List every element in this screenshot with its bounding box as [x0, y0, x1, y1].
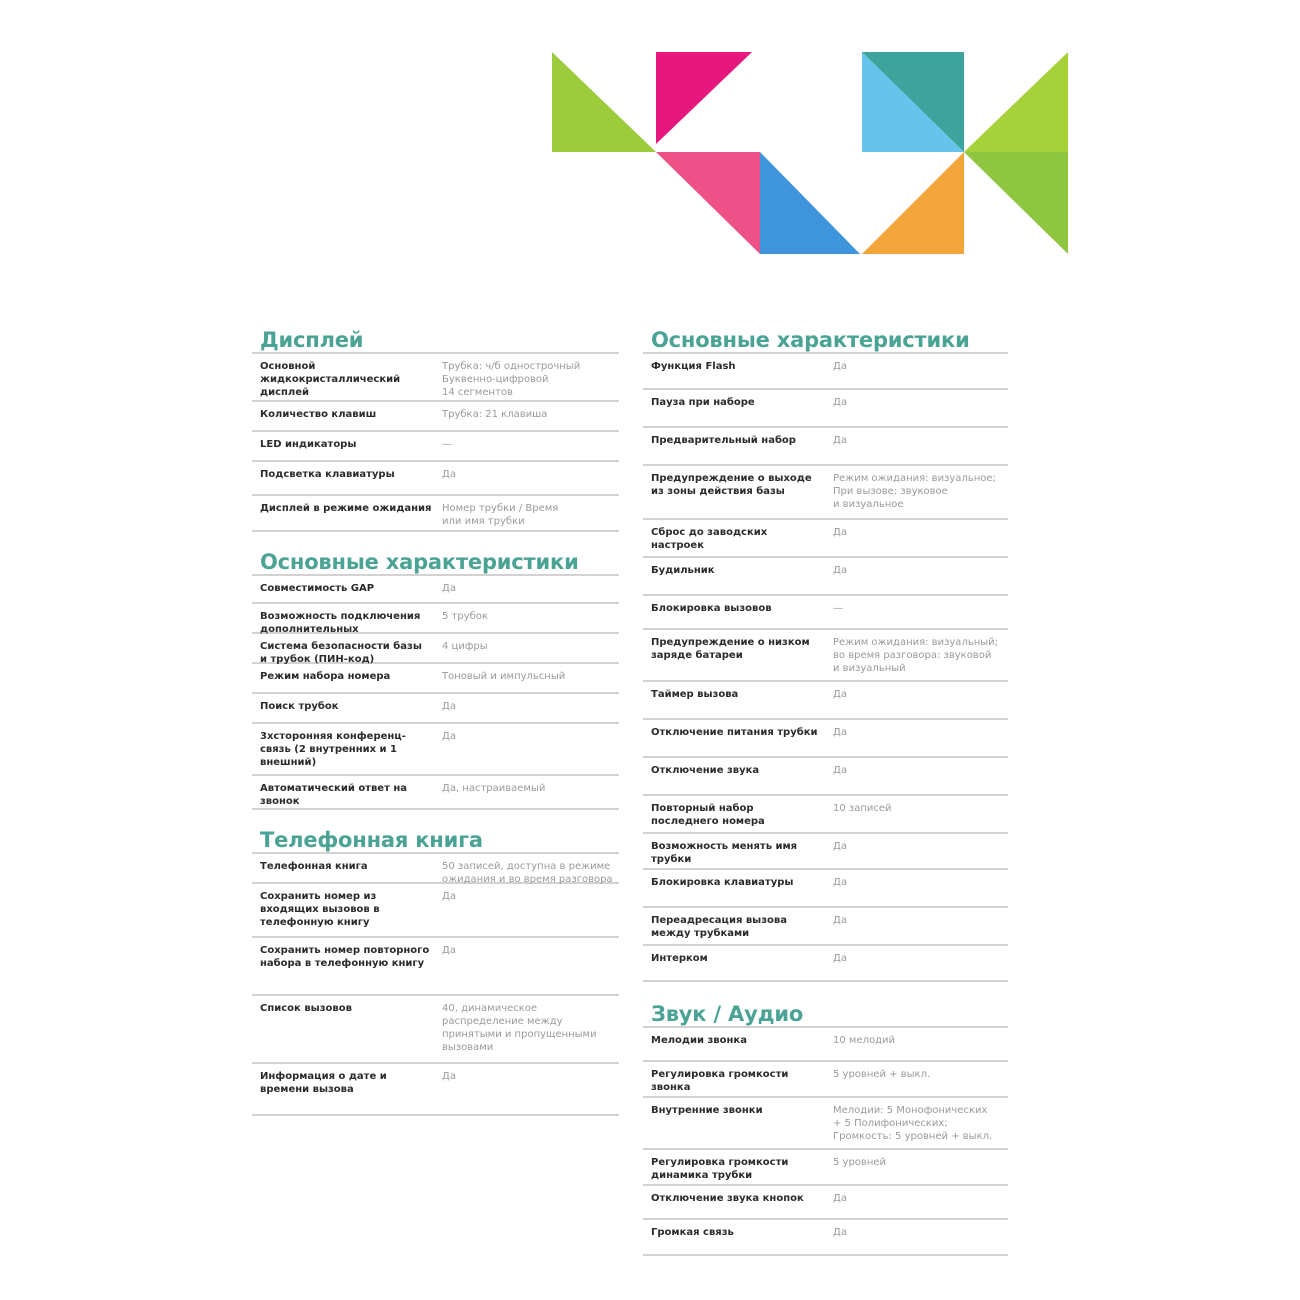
spec-label: Регулировка громкости звонка [651, 1069, 789, 1093]
spec-value: Да [442, 583, 456, 594]
spec-row [252, 996, 619, 1064]
spec-label: Система безопасности базы и трубок (ПИН-код) [260, 641, 422, 665]
spec-value: Да [833, 727, 847, 738]
spec-value: — [442, 439, 452, 450]
spec-label: Таймер вызова [651, 689, 739, 700]
spec-label: Совместимость GAP [260, 583, 375, 594]
spec-label: Функция Flash [651, 361, 736, 372]
spec-value: Да [833, 841, 847, 852]
spec-row [252, 724, 619, 776]
spec-row [643, 796, 1008, 834]
logo-triangle-green-top [964, 52, 1068, 152]
spec-label: Предварительный набор [651, 435, 796, 446]
brand-logo-triangles [552, 52, 1068, 254]
spec-label: Возможность подключения дополнительных [260, 611, 421, 635]
spec-label: Сохранить номер повторного набора в телефонную книгу [260, 945, 430, 969]
spec-label: Информация о дате и времени вызова [260, 1071, 387, 1095]
section-title: Основные характеристики [651, 328, 970, 352]
spec-label: Возможность менять имя трубки [651, 841, 798, 865]
spec-label: Отключение питания трубки [651, 727, 818, 738]
spec-label: Количество клавиш [260, 409, 377, 420]
spec-label: Дисплей в режиме ожидания [260, 503, 432, 514]
spec-label: Телефонная книга [260, 861, 368, 872]
spec-row [252, 352, 619, 402]
spec-section [252, 826, 619, 1116]
right-column [643, 326, 1008, 1256]
spec-value: — [833, 603, 843, 614]
spec-row [643, 428, 1008, 466]
spec-value: Да [442, 1071, 456, 1082]
spec-value: Режим ожидания: визуальное; При вызове: звуковое и визуальное [833, 473, 996, 510]
spec-row [643, 520, 1008, 558]
spec-value: 10 мелодий [833, 1035, 896, 1046]
spec-label: Отключение звука [651, 765, 760, 776]
spec-label: Повторный набор последнего номера [651, 803, 765, 827]
spec-label: Громкая связь [651, 1227, 734, 1238]
spec-row [252, 496, 619, 532]
spec-value: 4 цифры [442, 641, 488, 652]
spec-row [643, 466, 1008, 520]
section-title: Телефонная книга [260, 828, 483, 852]
spec-row [643, 630, 1008, 682]
spec-value: Да [833, 877, 847, 888]
logo-triangle-pink [656, 152, 760, 254]
spec-label: Список вызовов [260, 1003, 352, 1014]
spec-row [252, 694, 619, 724]
spec-value: Да [442, 945, 456, 956]
spec-row [252, 938, 619, 996]
spec-label: LED индикаторы [260, 439, 357, 450]
spec-value: Да [833, 765, 847, 776]
spec-row [643, 908, 1008, 946]
logo-triangle-magenta [656, 52, 752, 144]
spec-row [643, 1186, 1008, 1220]
logo-triangle-lime [552, 52, 656, 152]
section-title: Основные характеристики [260, 550, 579, 574]
spec-value: 5 уровней + выкл. [833, 1069, 931, 1080]
spec-row [643, 870, 1008, 908]
spec-row [643, 596, 1008, 630]
spec-label: Пауза при наборе [651, 397, 755, 408]
spec-label: Отключение звука кнопок [651, 1193, 804, 1204]
spec-section [643, 326, 1008, 982]
spec-section [643, 1000, 1008, 1256]
spec-label: Сохранить номер из входящих вызовов в телефонную книгу [260, 891, 380, 928]
spec-row [643, 758, 1008, 796]
spec-value: Да [833, 435, 847, 446]
logo-triangle-green-bottom [964, 152, 1068, 254]
spec-row [252, 1064, 619, 1116]
spec-row [643, 720, 1008, 758]
left-column [252, 326, 619, 1116]
spec-label: Регулировка громкости динамика трубки [651, 1157, 789, 1181]
spec-value: Номер трубки / Время или имя трубки [442, 503, 559, 527]
spec-row [252, 852, 619, 884]
spec-row [643, 1098, 1008, 1150]
spec-label: Автоматический ответ на звонок [260, 783, 408, 807]
spec-value: Да [833, 689, 847, 700]
spec-section [252, 548, 619, 810]
logo-triangle-orange [862, 152, 964, 254]
spec-value: Да [442, 469, 456, 480]
spec-value: Трубка: 21 клавиша [442, 409, 548, 420]
spec-label: 3хсторонняя конференц-связь (2 внутренних и 1 внешний) [260, 731, 406, 768]
spec-row [643, 682, 1008, 720]
spec-label: Режим набора номера [260, 671, 391, 682]
spec-label: Основной жидкокристаллический дисплей [260, 361, 401, 398]
spec-row [643, 1150, 1008, 1186]
spec-label: Будильник [651, 565, 715, 576]
spec-value: 5 уровней [833, 1157, 887, 1168]
spec-row [643, 1220, 1008, 1256]
spec-row [643, 1062, 1008, 1098]
spec-value: 5 трубок [442, 611, 488, 622]
spec-row [643, 352, 1008, 390]
section-title: Звук / Аудио [651, 1002, 804, 1026]
spec-value: Да [442, 701, 456, 712]
spec-value: Режим ожидания: визуальный; во время разговора: звуковой и визуальный [833, 637, 999, 674]
spec-label: Мелодии звонка [651, 1035, 747, 1046]
spec-value: Да [833, 953, 847, 964]
spec-value: Да [442, 731, 456, 742]
spec-row [643, 558, 1008, 596]
spec-label: Блокировка вызовов [651, 603, 772, 614]
spec-section [252, 326, 619, 532]
spec-value: Да [833, 527, 847, 538]
spec-value: Да [833, 397, 847, 408]
spec-row [643, 834, 1008, 870]
spec-value: Тоновый и импульсный [442, 671, 566, 682]
spec-value: Да [442, 891, 456, 902]
spec-row [643, 1026, 1008, 1062]
spec-value: 50 записей, доступна в режиме ожидания и во время разговора [442, 861, 613, 885]
spec-value: Да [833, 915, 847, 926]
spec-label: Внутренние звонки [651, 1105, 763, 1116]
spec-value: 40, динамическое распределение между принятыми и пропущенными вызовами [442, 1003, 597, 1053]
spec-row [643, 946, 1008, 982]
spec-label: Блокировка клавиатуры [651, 877, 794, 888]
spec-row [252, 574, 619, 604]
spec-row [252, 402, 619, 432]
spec-label: Переадресация вызова между трубками [651, 915, 787, 939]
spec-label: Предупреждение о выходе из зоны действия базы [651, 473, 812, 497]
spec-value: Да [833, 565, 847, 576]
spec-value: Трубка: ч/б однострочный Буквенно-цифровой 14 сегментов [442, 361, 581, 398]
spec-row [643, 390, 1008, 428]
spec-value: Да [833, 1227, 847, 1238]
spec-value: Да [833, 361, 847, 372]
spec-value: Да, настраиваемый [442, 783, 546, 794]
spec-value: Да [833, 1193, 847, 1204]
spec-label: Предупреждение о низком заряде батареи [651, 637, 810, 661]
spec-value: Мелодии: 5 Монофонических + 5 Полифонических; Громкость: 5 уровней + выкл. [833, 1105, 993, 1142]
spec-row [252, 776, 619, 810]
spec-row [252, 664, 619, 694]
spec-label: Интерком [651, 953, 708, 964]
spec-row [252, 604, 619, 634]
spec-label: Подсветка клавиатуры [260, 469, 395, 480]
spec-row [252, 462, 619, 496]
spec-label: Поиск трубок [260, 701, 339, 712]
logo-triangle-blue [760, 152, 860, 254]
spec-label: Сброс до заводских настроек [651, 527, 768, 551]
spec-row [252, 634, 619, 664]
section-title: Дисплей [260, 328, 364, 352]
spec-row [252, 884, 619, 938]
spec-row [252, 432, 619, 462]
spec-value: 10 записей [833, 803, 892, 814]
